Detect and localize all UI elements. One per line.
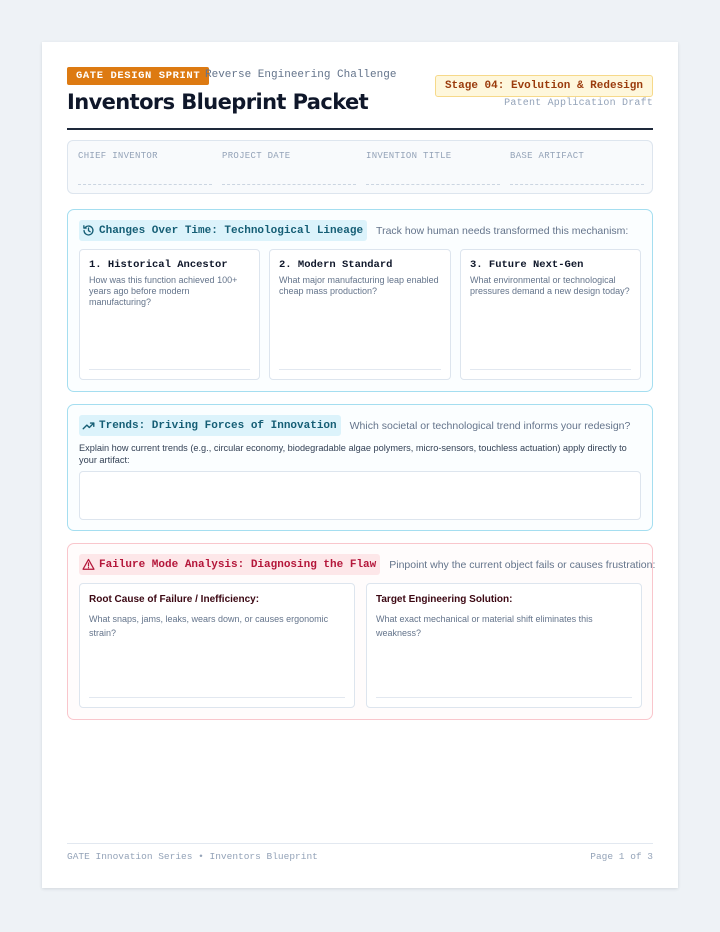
card-title: 2. Modern Standard <box>279 259 393 271</box>
project-date-line <box>222 184 356 185</box>
answer-line <box>376 697 632 698</box>
trends-section-title: Trends: Driving Forces of Innovation <box>99 419 337 432</box>
chief-inventor-field[interactable] <box>78 151 212 161</box>
draft-label: Patent Application Draft <box>504 98 653 109</box>
invention-title-field[interactable] <box>366 151 500 161</box>
trends-answer-box[interactable] <box>79 471 641 520</box>
invention-title-line <box>366 184 500 185</box>
history-icon <box>82 224 95 237</box>
base-artifact-line <box>510 184 644 185</box>
card-question: How was this function achieved 100+ years ago before modern manufacturing? <box>89 275 238 307</box>
worksheet-page <box>42 42 678 888</box>
trends-description: Explain how current trends (e.g., circular economy, biodegradable algae polymers, micro-sensors, touchless actuation) apply directly to your artifact: <box>79 443 627 465</box>
footer-divider <box>67 843 653 844</box>
target-solution-card[interactable] <box>366 583 642 708</box>
failure-section-note: Pinpoint why the current object fails or causes frustration: <box>389 558 656 571</box>
card-question: What major manufacturing leap enabled cheap mass production? <box>279 275 439 296</box>
sprint-badge: GATE DESIGN SPRINT <box>67 67 209 85</box>
project-date-label: PROJECT DATE <box>222 151 291 161</box>
changes-section-title: Changes Over Time: Technological Lineage <box>99 224 364 237</box>
card-question: What environmental or technological pressures demand a new design today? <box>470 275 630 296</box>
warning-triangle-icon <box>82 558 95 571</box>
trends-section-chip <box>79 415 341 436</box>
failure-mode-section <box>67 543 656 720</box>
changes-section-note: Track how human needs transformed this mechanism: <box>376 224 629 237</box>
base-artifact-field[interactable] <box>510 151 644 161</box>
answer-line <box>279 369 441 370</box>
footer-series: GATE Innovation Series • Inventors Blueprint <box>67 851 318 862</box>
changes-section-header <box>79 220 628 241</box>
header-divider <box>67 128 653 130</box>
card-title: 3. Future Next-Gen <box>470 259 584 271</box>
trends-section-header <box>79 415 630 436</box>
card-question: What snaps, jams, leaks, wears down, or causes ergonomic strain? <box>89 614 329 638</box>
trends-section <box>67 404 653 531</box>
base-artifact-label: BASE ARTIFACT <box>510 151 585 161</box>
page-title: Inventors Blueprint Packet <box>67 90 369 114</box>
future-next-gen-card[interactable] <box>460 249 641 380</box>
card-title: Target Engineering Solution: <box>376 594 513 605</box>
chief-inventor-label: CHIEF INVENTOR <box>78 151 158 161</box>
historical-ancestor-card[interactable] <box>79 249 260 380</box>
page-number: Page 1 of 3 <box>590 851 653 862</box>
answer-line <box>470 369 631 370</box>
failure-section-header <box>79 554 655 575</box>
card-title: 1. Historical Ancestor <box>89 259 228 271</box>
trends-section-note: Which societal or technological trend informs your redesign? <box>349 419 631 432</box>
card-title: Root Cause of Failure / Inefficiency: <box>89 594 260 605</box>
answer-line <box>89 369 250 370</box>
project-date-field[interactable] <box>222 151 356 161</box>
answer-line <box>89 697 345 698</box>
trending-up-icon <box>82 419 95 432</box>
modern-standard-card[interactable] <box>269 249 451 380</box>
header-subtitle: Reverse Engineering Challenge <box>205 69 397 81</box>
card-question: What exact mechanical or material shift eliminates this weakness? <box>376 614 593 638</box>
changes-over-time-section <box>67 209 653 392</box>
chief-inventor-line <box>78 184 212 185</box>
changes-section-chip <box>79 220 367 241</box>
invention-title-label: INVENTION TITLE <box>366 151 452 161</box>
stage-badge: Stage 04: Evolution & Redesign <box>435 75 653 97</box>
project-info-panel <box>67 140 653 194</box>
failure-section-title: Failure Mode Analysis: Diagnosing the Flaw <box>99 558 377 571</box>
failure-section-chip <box>79 554 380 575</box>
root-cause-card[interactable] <box>79 583 355 708</box>
